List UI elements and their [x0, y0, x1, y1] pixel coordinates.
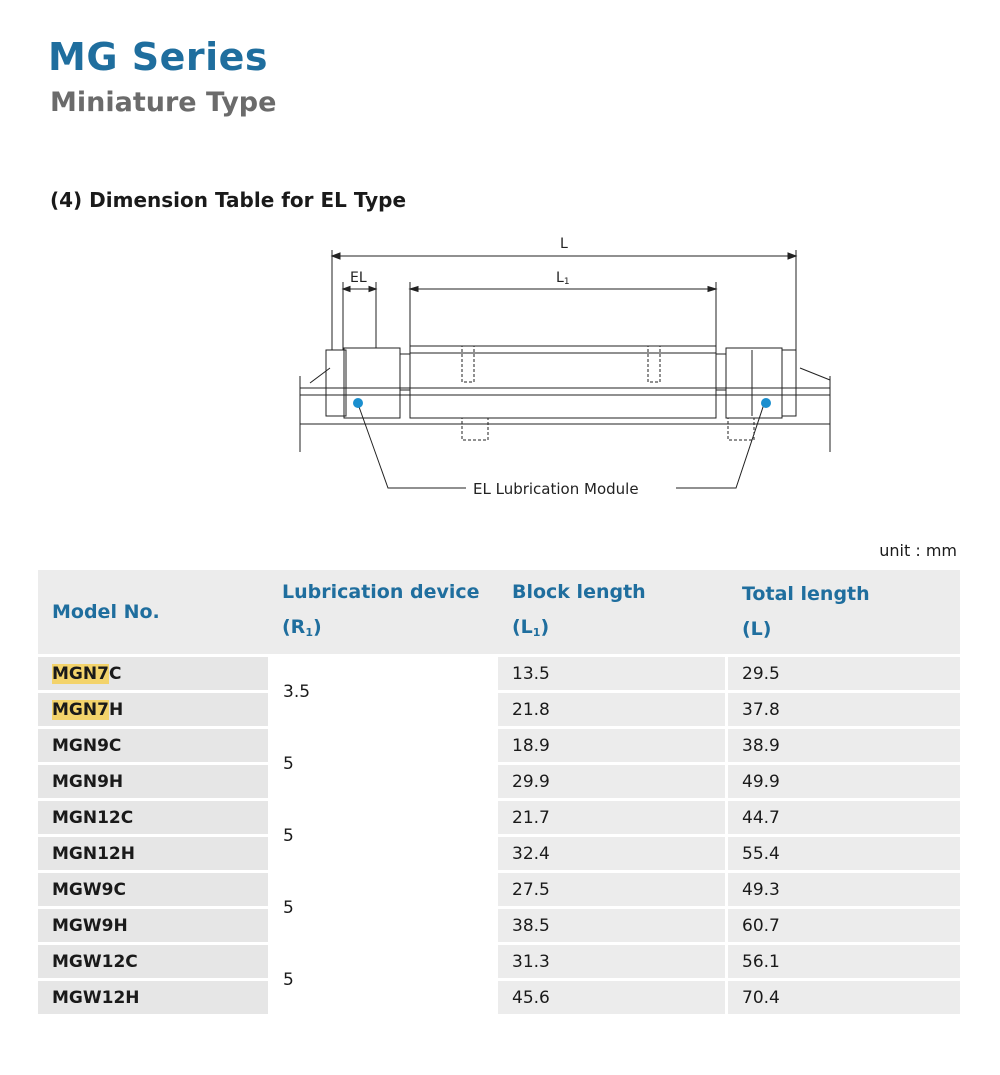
- lubrication-port-left: [353, 398, 363, 408]
- cell-total-length: 56.1: [728, 945, 960, 981]
- cell-lubrication-device: 5: [268, 729, 498, 801]
- column-header-total-length: Total length (L): [728, 570, 960, 657]
- cell-block-length: 21.7: [498, 801, 728, 837]
- model-suffix: MGW12H: [52, 987, 140, 1008]
- cell-model: [38, 837, 268, 873]
- cell-model: [38, 765, 268, 801]
- table-row: [38, 765, 960, 801]
- unit-note: unit : mm: [879, 541, 957, 560]
- model-highlight: MGN7: [52, 663, 109, 684]
- cell-model: [38, 909, 268, 945]
- model-suffix: MGN12H: [52, 843, 135, 864]
- tapped-hole-right: [648, 346, 660, 382]
- cell-total-length: 37.8: [728, 693, 960, 729]
- table-row: [38, 693, 960, 729]
- rail-bolt-left: [462, 418, 488, 440]
- cell-lubrication-device: 3.5: [268, 657, 498, 729]
- rail-bolt-right: [728, 418, 754, 440]
- model-suffix: MGN9C: [52, 735, 122, 756]
- cell-total-length: 49.3: [728, 873, 960, 909]
- arrow-left-L: [332, 253, 340, 259]
- model-suffix: MGW9H: [52, 915, 128, 936]
- cell-model: [38, 729, 268, 765]
- model-suffix: MGW9C: [52, 879, 126, 900]
- table-header-row: [38, 570, 960, 657]
- table-row: [38, 945, 960, 981]
- model-suffix: MGN9H: [52, 771, 124, 792]
- cell-total-length: 49.9: [728, 765, 960, 801]
- cell-total-length: 38.9: [728, 729, 960, 765]
- model-suffix: MGW12C: [52, 951, 138, 972]
- cell-block-length: 21.8: [498, 693, 728, 729]
- page-subtitle: Miniature Type: [50, 87, 277, 118]
- el-module-right-seal: [782, 350, 796, 416]
- column-header-lubrication-device: Lubrication device $(R_1)$: [268, 570, 498, 657]
- cell-block-length: 45.6: [498, 981, 728, 1017]
- cell-model: [38, 801, 268, 837]
- cell-block-length: 31.3: [498, 945, 728, 981]
- table-row: [38, 729, 960, 765]
- model-suffix: H: [108, 699, 124, 720]
- dimension-label-L1: L1: [556, 270, 570, 287]
- cell-total-length: 60.7: [728, 909, 960, 945]
- dimension-table: [38, 570, 960, 1017]
- el-module-left: [344, 348, 400, 418]
- cell-block-length: 13.5: [498, 657, 728, 693]
- table-row: [38, 873, 960, 909]
- model-highlight: MGN7: [52, 699, 109, 720]
- column-header-model: Model No.: [38, 570, 268, 657]
- cell-total-length: 70.4: [728, 981, 960, 1017]
- cell-model: [38, 657, 268, 693]
- dimension-label-L: L: [560, 236, 568, 252]
- arrow-right-L: [788, 253, 796, 259]
- table-row: [38, 801, 960, 837]
- cell-model: [38, 873, 268, 909]
- el-type-dimension-drawing: [290, 228, 950, 508]
- cell-model: [38, 981, 268, 1017]
- lubrication-port-right: [761, 398, 771, 408]
- table-row: [38, 981, 960, 1017]
- cell-model: [38, 945, 268, 981]
- table-row: [38, 657, 960, 693]
- dimension-label-EL: EL: [350, 270, 367, 286]
- page-title: MG Series: [48, 35, 269, 79]
- cell-block-length: 18.9: [498, 729, 728, 765]
- cell-total-length: 29.5: [728, 657, 960, 693]
- block-body: [410, 346, 716, 418]
- tapped-hole-left: [462, 346, 474, 382]
- cell-total-length: 55.4: [728, 837, 960, 873]
- table-row: [38, 837, 960, 873]
- el-lubrication-module-label: EL Lubrication Module: [473, 480, 639, 498]
- section-heading: (4) Dimension Table for EL Type: [50, 188, 407, 212]
- model-suffix: C: [108, 663, 122, 684]
- leader-line-right: [676, 404, 764, 488]
- column-header-block-length: Block length $(L_1)$: [498, 570, 728, 657]
- cell-total-length: 44.7: [728, 801, 960, 837]
- el-module-right: [726, 348, 782, 418]
- model-suffix: MGN12C: [52, 807, 134, 828]
- cell-lubrication-device: 5: [268, 801, 498, 873]
- leader-line-left: [358, 404, 466, 488]
- el-module-left-seal: [326, 350, 346, 416]
- cell-block-length: 32.4: [498, 837, 728, 873]
- table-row: [38, 909, 960, 945]
- cell-block-length: 38.5: [498, 909, 728, 945]
- cell-lubrication-device: 5: [268, 873, 498, 945]
- cell-block-length: 29.9: [498, 765, 728, 801]
- cell-model: [38, 693, 268, 729]
- cell-lubrication-device: 5: [268, 945, 498, 1017]
- cell-block-length: 27.5: [498, 873, 728, 909]
